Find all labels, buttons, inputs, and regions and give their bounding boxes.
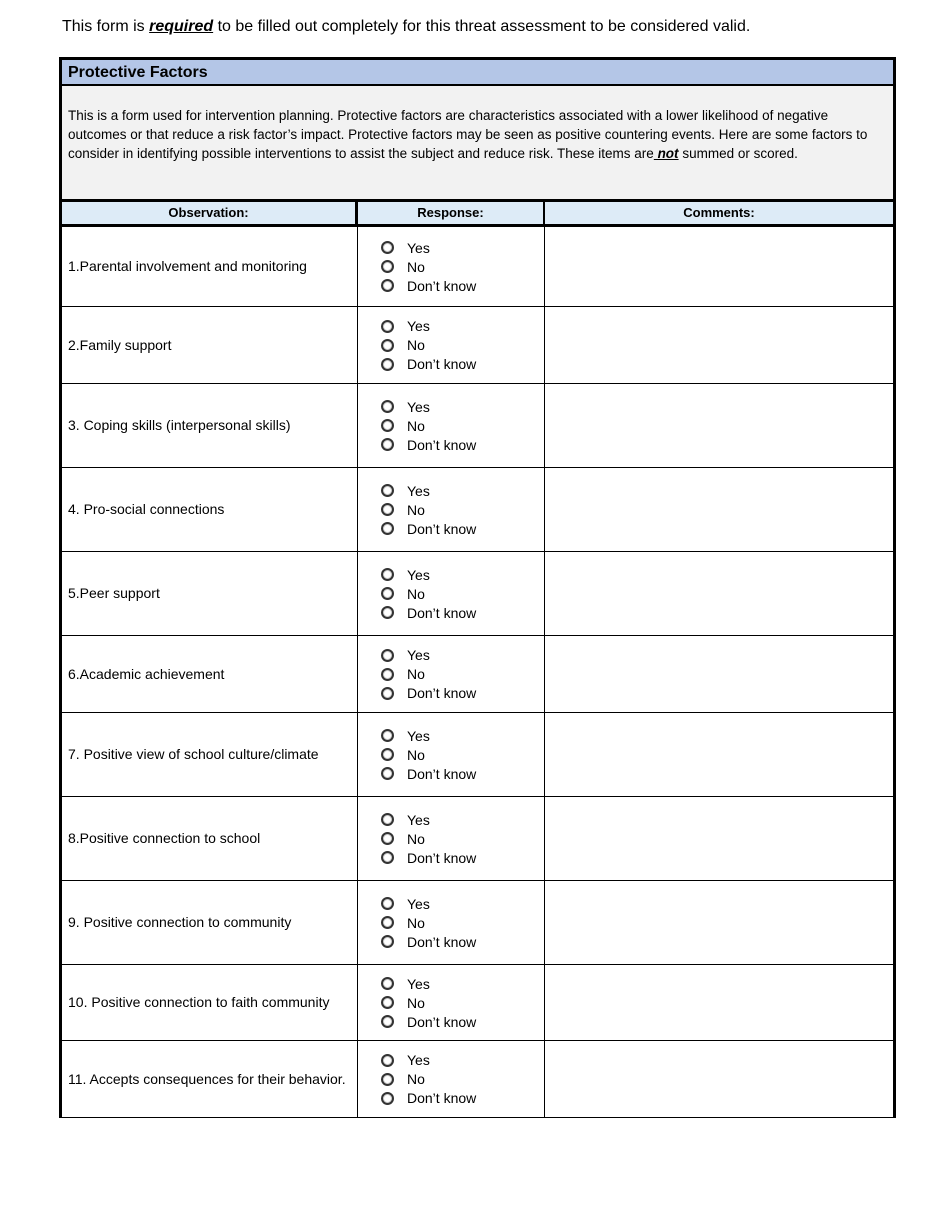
observation-cell [62,552,358,635]
response-cell [358,965,545,1040]
response-option-label: No [407,746,425,763]
radio-button[interactable] [381,606,394,619]
observation-cell [62,881,358,964]
response-option-label: Don’t know [407,765,477,782]
response-option[interactable] [381,913,544,932]
observation-label: 2.Family support [68,336,172,353]
response-option[interactable] [381,646,544,665]
response-option[interactable] [381,519,544,538]
response-option-label: No [407,666,425,682]
comments-cell[interactable] [545,881,893,964]
response-option[interactable] [381,336,544,355]
radio-button[interactable] [381,522,394,535]
response-option-label: Yes [407,566,430,583]
response-option[interactable] [381,684,544,703]
observation-label: 8.Positive connection to school [68,830,261,846]
response-option-label: No [407,417,425,434]
protective-factors-form [59,57,896,1118]
notice-suffix: to be filled out completely for this threat assessment to be considered valid. [213,18,751,35]
comments-cell[interactable] [545,636,893,712]
response-cell [358,552,545,635]
comments-cell[interactable] [545,965,893,1040]
response-option-label: Don’t know [407,849,477,866]
response-option[interactable] [381,397,544,416]
radio-button[interactable] [381,400,394,413]
response-option-label: Don’t know [407,356,477,372]
radio-button[interactable] [381,438,394,451]
response-option-label: Yes [407,482,430,499]
response-cell [358,468,545,551]
header-observation: Observation: [62,202,358,224]
response-option-label: No [407,258,425,275]
table-row [62,468,893,552]
response-option-label: Yes [407,811,430,828]
response-cell [358,1041,545,1117]
observation-cell [62,227,358,306]
response-option[interactable] [381,416,544,435]
response-option[interactable] [381,500,544,519]
observation-label: 10. Positive connection to faith community [68,994,330,1010]
intro-text: This is a form used for intervention planning. Protective factors are characteristics associated with a lower likelihood of negative outcomes or that reduce a risk factor’s impact. Protective factors may be seen as positive countering events. Here are some factors to consider in identifying possible interventions to assist the subject and reduce risk. These items are [68,108,868,161]
radio-button[interactable] [381,339,394,352]
radio-button[interactable] [381,1054,394,1067]
response-option-label: No [407,585,425,602]
response-option-label: Yes [407,398,430,415]
response-option[interactable] [381,1051,544,1070]
radio-button[interactable] [381,996,394,1009]
response-option-label: Yes [407,647,430,663]
response-cell [358,797,545,880]
response-cell [358,713,545,796]
radio-button[interactable] [381,977,394,990]
response-option-label: No [407,1071,425,1087]
response-cell [358,227,545,306]
radio-button[interactable] [381,916,394,929]
radio-button[interactable] [381,748,394,761]
response-option[interactable] [381,974,544,993]
table-row [62,713,893,797]
response-option[interactable] [381,665,544,684]
observation-cell [62,797,358,880]
response-option-label: Yes [407,895,430,912]
response-option-label: Don’t know [407,436,477,453]
response-option-label: No [407,337,425,353]
response-option-label: No [407,830,425,847]
response-cell [358,384,545,467]
response-option-label: Don’t know [407,604,477,621]
radio-button[interactable] [381,241,394,254]
radio-button[interactable] [381,767,394,780]
radio-button[interactable] [381,260,394,273]
response-option-label: No [407,914,425,931]
table-row [62,384,893,468]
header-response: Response: [358,202,545,224]
comments-cell[interactable] [545,1041,893,1117]
radio-button[interactable] [381,813,394,826]
response-option[interactable] [381,238,544,257]
response-option[interactable] [381,1070,544,1089]
response-option-label: Don’t know [407,277,477,294]
notice-prefix: This form is [62,18,150,35]
response-option-label: Don’t know [407,933,477,950]
response-option-label: Don’t know [407,520,477,537]
response-cell [358,636,545,712]
observation-cell [62,636,358,712]
observation-cell [62,965,358,1040]
observation-label: 6.Academic achievement [68,665,225,682]
observation-cell [62,307,358,383]
header-comments: Comments: [683,205,755,220]
table-row [62,552,893,636]
response-option[interactable] [381,435,544,454]
observation-label: 9. Positive connection to community [68,914,292,930]
response-option[interactable] [381,810,544,829]
observation-cell [62,713,358,796]
observation-label: 11. Accepts consequences for their behavior. [68,1070,346,1087]
radio-button[interactable] [381,503,394,516]
radio-button[interactable] [381,587,394,600]
observation-label: 4. Pro-social connections [68,501,225,517]
response-option[interactable] [381,726,544,745]
response-cell [358,307,545,383]
table-header [62,202,893,227]
comments-cell[interactable] [545,552,893,635]
response-option[interactable] [381,603,544,622]
response-option[interactable] [381,584,544,603]
notice-required: required [149,18,214,35]
response-cell [358,881,545,964]
radio-button[interactable] [381,279,394,292]
radio-button[interactable] [381,851,394,864]
table-row [62,307,893,384]
radio-button[interactable] [381,1092,394,1105]
table-row [62,636,893,713]
comments-cell[interactable] [545,384,893,467]
intro-not: not [653,146,679,161]
response-option[interactable] [381,1012,544,1031]
response-option[interactable] [381,565,544,584]
comments-cell[interactable] [545,468,893,551]
response-option[interactable] [381,276,544,295]
radio-button[interactable] [381,897,394,910]
observation-label: 3. Coping skills (interpersonal skills) [68,417,291,433]
response-option-label: Yes [407,318,430,334]
radio-button[interactable] [381,358,394,371]
form-requirement-notice [62,18,750,36]
comments-cell[interactable] [545,227,893,306]
response-option-label: No [407,994,425,1011]
response-option[interactable] [381,257,544,276]
intro-paragraph [62,86,893,202]
response-option-label: Yes [407,239,430,256]
table-body [62,227,893,1118]
response-option[interactable] [381,481,544,500]
radio-button[interactable] [381,419,394,432]
radio-button[interactable] [381,687,394,700]
table-row [62,227,893,307]
comments-cell[interactable] [545,307,893,383]
response-option-label: Yes [407,727,430,744]
response-option[interactable] [381,1089,544,1108]
observation-cell [62,1041,358,1117]
response-option-label: Yes [407,975,430,992]
table-row [62,965,893,1041]
observation-cell [62,468,358,551]
radio-button[interactable] [381,649,394,662]
response-option[interactable] [381,764,544,783]
response-option-label: Don’t know [407,1013,477,1030]
response-option[interactable] [381,355,544,374]
response-option[interactable] [381,848,544,867]
response-option-label: Don’t know [407,685,477,701]
comments-cell[interactable] [545,713,893,796]
table-row [62,797,893,881]
radio-button[interactable] [381,668,394,681]
response-option-label: Yes [407,1052,430,1068]
response-option[interactable] [381,745,544,764]
radio-button[interactable] [381,1073,394,1086]
radio-button[interactable] [381,935,394,948]
observation-label: 1.Parental involvement and monitoring [68,258,307,274]
response-option[interactable] [381,932,544,951]
radio-button[interactable] [381,1015,394,1028]
comments-cell[interactable] [545,797,893,880]
intro-tail: summed or scored. [678,146,798,161]
radio-button[interactable] [381,484,394,497]
observation-label: 7. Positive view of school culture/climate [68,746,319,762]
response-option-label: Don’t know [407,1090,477,1106]
radio-button[interactable] [381,832,394,845]
response-option[interactable] [381,317,544,336]
response-option[interactable] [381,894,544,913]
table-row [62,1041,893,1118]
response-option-label: No [407,501,425,518]
section-title: Protective Factors [62,60,893,86]
response-option[interactable] [381,829,544,848]
radio-button[interactable] [381,568,394,581]
observation-label: 5.Peer support [68,585,160,601]
radio-button[interactable] [381,320,394,333]
radio-button[interactable] [381,729,394,742]
observation-cell [62,384,358,467]
table-row [62,881,893,965]
response-option[interactable] [381,993,544,1012]
